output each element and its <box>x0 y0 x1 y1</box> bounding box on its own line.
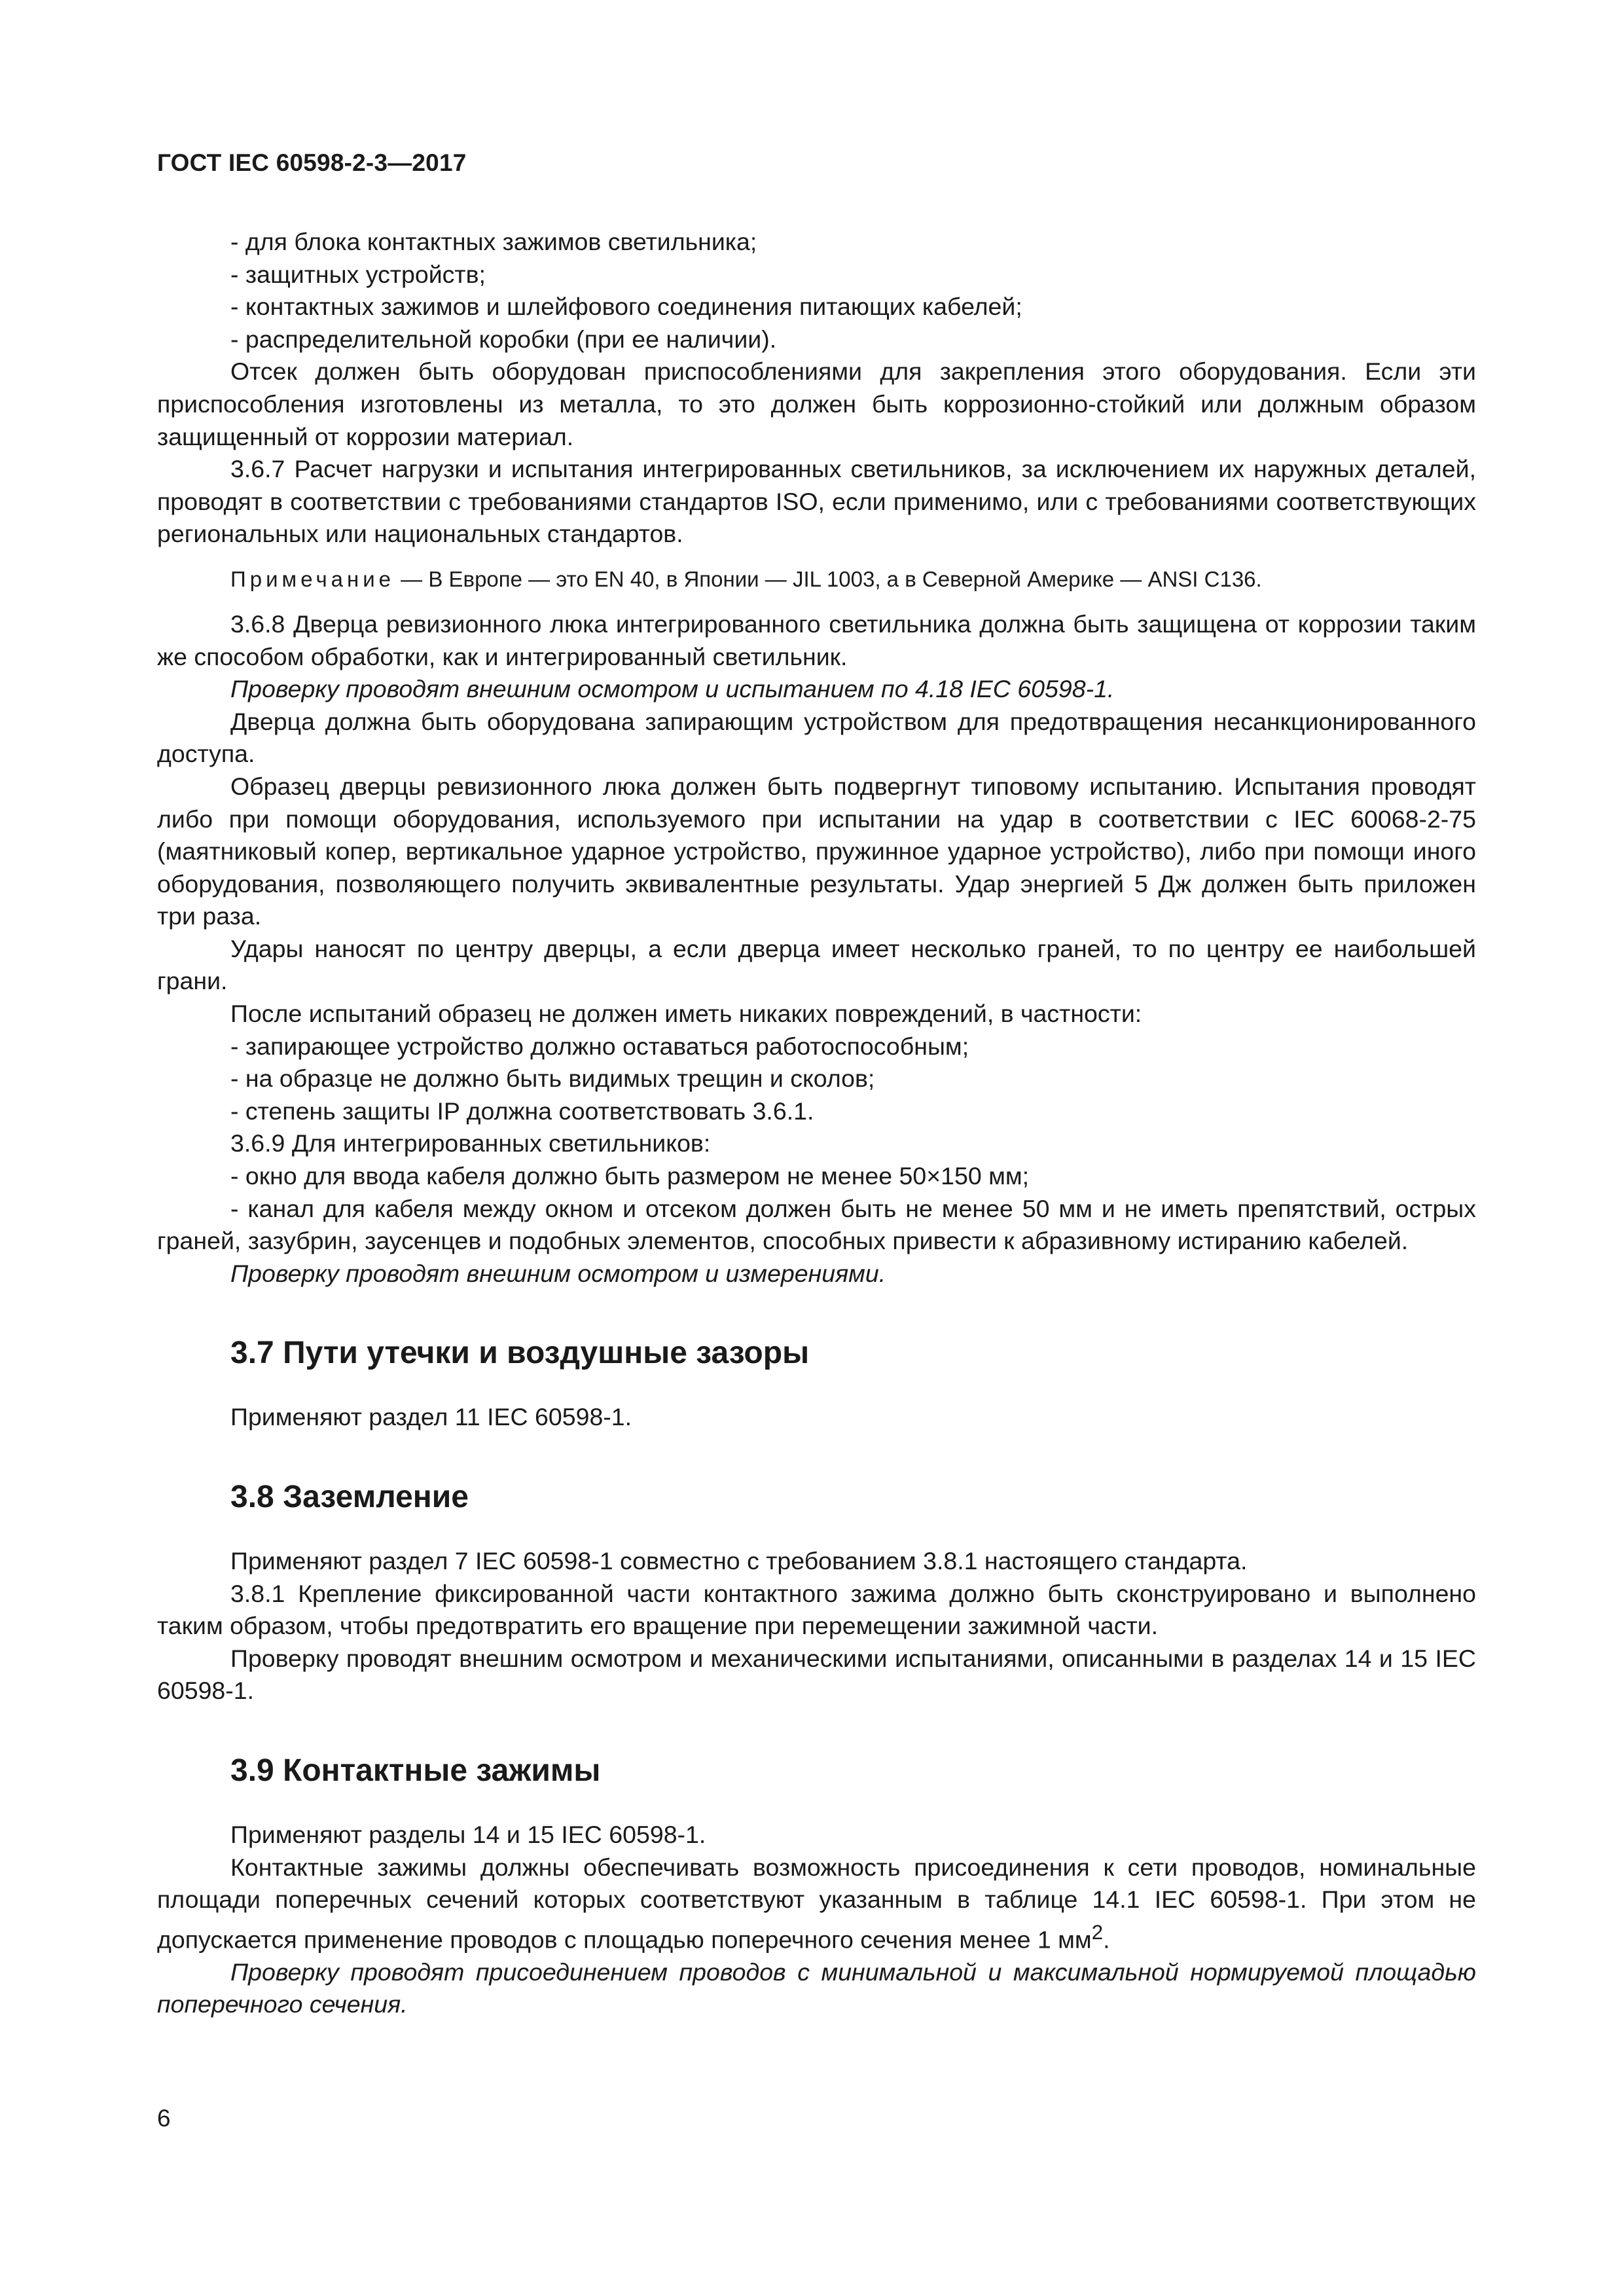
check-statement: Проверку проводят внешним осмотром и измерениями. <box>230 1259 886 1287</box>
clause-3-6-7: 3.6.7 Расчет нагрузки и испытания интегрированных светильников, за исключением их наружных деталей, проводят в соответствии с требованиями стандартов ISO, если применимо, или с требованиями соответствующих региональных или национальных стандартов. <box>157 455 1476 548</box>
page-number: 6 <box>157 2105 171 2132</box>
paragraph: - канал для кабеля между окном и отсеком должен быть не менее 50 мм и не иметь препятствий, острых граней, зазубрин, заусенцев и подобных элементов, способных привести к абразивному истиранию кабелей. <box>157 1194 1476 1255</box>
paragraph-end: . <box>1103 1925 1110 1954</box>
page-body <box>157 226 1476 2021</box>
note <box>157 565 1476 594</box>
note-label: Примечание <box>230 566 395 591</box>
check-statement: Проверку проводят внешним осмотром и испытанием по 4.18 IEC 60598-1. <box>230 675 1115 703</box>
paragraph: Применяют разделы 14 и 15 IEC 60598-1. <box>230 1820 706 1848</box>
list-item: - на образце не должно быть видимых трещин и сколов; <box>230 1065 875 1093</box>
note-text: — В Европе — это EN 40, в Японии — JIL 1003, а в Северной Америке — ANSI C136. <box>395 566 1262 591</box>
section-heading-3-7: 3.7 Пути утечки и воздушные зазоры <box>230 1336 810 1371</box>
paragraph: Дверца должна быть оборудована запирающим устройством для предотвращения несанкционированного доступа. <box>157 707 1476 768</box>
superscript: 2 <box>1091 1920 1104 1944</box>
paragraph: Применяют раздел 11 IEC 60598-1. <box>230 1403 632 1431</box>
paragraph: Удары наносят по центру дверцы, а если дверца имеет несколько граней, то по центру ее наибольшей грани. <box>157 934 1476 995</box>
paragraph <box>157 1851 1476 1956</box>
list-item: - контактных зажимов и шлейфового соединения питающих кабелей; <box>230 293 1022 321</box>
clause-3-6-9: 3.6.9 Для интегрированных светильников: <box>230 1129 711 1157</box>
list-item: - для блока контактных зажимов светильника; <box>230 228 757 255</box>
paragraph: Проверку проводят внешним осмотром и механическими испытаниями, описанными в разделах 14 и 15 IEC 60598-1. <box>157 1644 1476 1705</box>
paragraph: После испытаний образец не должен иметь никаких повреждений, в частности: <box>230 1000 1142 1028</box>
list-item: - защитных устройств; <box>230 260 486 288</box>
check-statement: Проверку проводят присоединением проводов с минимальной и максимальной нормируемой площадью поперечного сечения. <box>157 1958 1476 2018</box>
document-code-header: ГОСТ IEC 60598-2-3—2017 <box>157 149 467 176</box>
section-heading-3-9: 3.9 Контактные зажимы <box>230 1753 601 1788</box>
list-item: - степень защиты IP должна соответствовать 3.6.1. <box>230 1097 814 1125</box>
section-heading-3-8: 3.8 Заземление <box>230 1480 469 1514</box>
list-item: - запирающее устройство должно оставаться работоспособным; <box>230 1032 969 1060</box>
paragraph: Применяют раздел 7 IEC 60598-1 совместно с требованием 3.8.1 настоящего стандарта. <box>230 1547 1248 1575</box>
paragraph-text: Контактные зажимы должны обеспечивать возможность присоединения к сети проводов, номинальные площади поперечных сечений которых соответствуют указанным в таблице 14.1 IEC 60598-1. При этом не допускается применение проводов с площадью поперечного сечения менее 1 мм <box>157 1853 1476 1954</box>
list-item: - распределительной коробки (при ее наличии). <box>230 325 777 353</box>
paragraph: Отсек должен быть оборудован приспособлениями для закрепления этого оборудования. Если эти приспособления изготовлены из металла, то это должен быть коррозионно-стойкий или должным образом защищенный от коррозии материал. <box>157 357 1476 450</box>
list-item: - окно для ввода кабеля должно быть размером не менее 50×150 мм; <box>230 1162 1030 1190</box>
clause-3-6-8: 3.6.8 Дверца ревизионного люка интегрированного светильника должна быть защищена от коррозии таким же способом обработки, как и интегрированный светильник. <box>157 610 1476 670</box>
paragraph: Образец дверцы ревизионного люка должен быть подвергнут типовому испытанию. Испытания проводят либо при помощи оборудования, используемого при испытании на удар в соответствии с IEC 60068-2-75 (маятниковый копер, вертикальное ударное устройство, пружинное ударное устройство), либо при помощи иного оборудования, позволяющего получить эквивалентные результаты. Удар энергией 5 Дж должен быть приложен три раза. <box>157 772 1476 930</box>
clause-3-8-1: 3.8.1 Крепление фиксированной части контактного зажима должно быть сконструировано и выполнено таким образом, чтобы предотвратить его вращение при перемещении зажимной части. <box>157 1579 1476 1640</box>
